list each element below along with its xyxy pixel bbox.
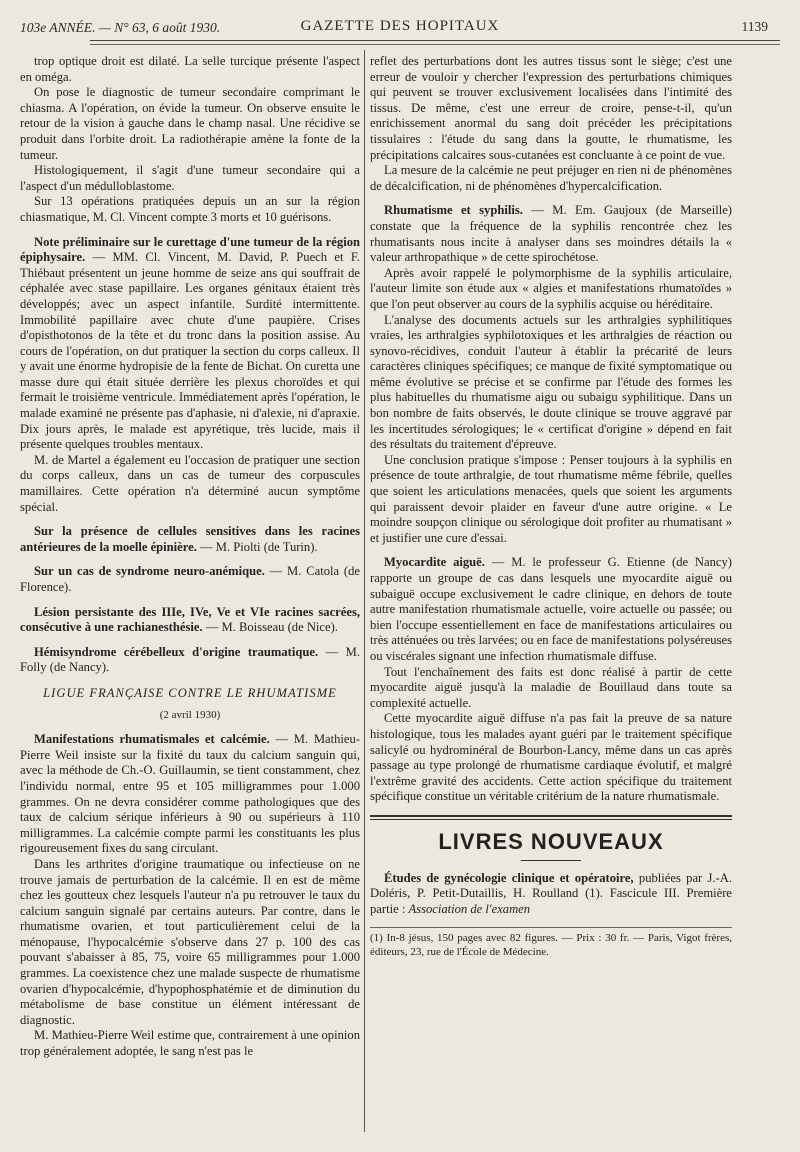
syndrome-text: — M. Catola (de Florence). — [20, 564, 360, 594]
etudes-paragraph — [370, 871, 732, 918]
journal-title: GAZETTE DES HOPITAUX — [300, 18, 500, 34]
footnote: (1) In-8 jésus, 150 pages avec 82 figures. — Prix : 30 fr. — Paris, Vigot frères, éditeurs, 23, rue de l'École de Médecine. — [370, 927, 732, 959]
page-header — [20, 14, 780, 40]
paragraph: Une conclusion pratique s'impose : Penser toujours à la syphilis en présence de toute arthralgie, de tout rhumatisme même fébrile, quelles que soient les articulations menacées, quels que soient les arguments qui paraissent devoir plaider en faveur d'une autre origine. « Le moindre soupçon clinique ou sérologique doit profiter au rhumatisant » et justifier une cure d'essai. — [370, 452, 732, 545]
paragraph: Dans les arthrites d'origine traumatique ou infectieuse on ne trouve jamais de perturbation de la calcémie. Il en est de même chez les goutteux chez lesquels l'auteur n'a pu retrouver le taux du calcium sanguin signalé par certains auteurs. Par contre, dans le rhumatisme ovarien, et tout particulièrement celui de la ménopause, l'hypocalcémie s'observe dans 27 p. 100 des cas pouvant s'abaisser à 85, 75, voire 65 milligrammes pour 1.000 grammes. La coexistence chez une malade suspecte de rhumatisme ovarien d'hypocalcémie, d'hypophosphatémie et de diminution du métabolisme de base constitue un élément intéressant de diagnostic. — [20, 856, 360, 1027]
header-rule — [90, 40, 780, 41]
column-divider — [364, 50, 365, 1132]
myo-paragraph — [370, 555, 732, 664]
lesion-text: — M. Boisseau (de Nice). — [202, 620, 338, 635]
paragraph: La mesure de la calcémie ne peut préjuger en rien ni de phénomènes de décalcification, ni de phénomènes d'hypercalcification. — [370, 163, 732, 193]
paragraph: L'analyse des documents actuels sur les arthralgies syphilitiques vraies, les arthralgies syphilotoxiques et les arthralgies de réaction ou synovo-récidives, conduit l'auteur à établir la précarité de leurs caractères cliniques spécifiques; ce manque de fixité symptomatique ou même évolutive se précise et se confirme par l'étude des formes les plus habituelles du rhumatisme aigu ou subaigu syphilitique. Dans un bon nombre de faits observés, le doute clinique se trouve aggravé par les incertitudes sérologiques; le « certificat d'origine » dépend en fait des résultats du traitement d'épreuve. — [370, 312, 732, 452]
hemi-paragraph — [20, 645, 360, 676]
etudes-italic: Association de l'examen — [408, 901, 531, 916]
page-number: 1139 — [741, 19, 768, 34]
lesion-title: Lésion persistante des IIIe, IVe, Ve et VIe racines sacrées, consécutive à une rachianesthésie. — [20, 604, 360, 635]
rhum-title: Rhumatisme et syphilis. — [384, 203, 523, 218]
note-title: Note préliminaire sur le curettage d'une tumeur de la région épiphysaire. — [20, 234, 360, 265]
myo-title: Myocardite aiguë. — [384, 555, 485, 570]
cellules-text: — M. Piolti (de Turin). — [196, 539, 318, 554]
paragraph: M. de Martel a également eu l'occasion de pratiquer une section du corps calleux, dans un cas de tumeur des corpuscules mamillaires. Cette opération n'a déterminé aucun symptôme spécial. — [20, 452, 360, 514]
livres-title: LIVRES NOUVEAUX — [438, 828, 664, 854]
manif-paragraph — [20, 732, 360, 857]
title-rule — [521, 860, 581, 861]
paragraph: reflet des perturbations dont les autres tissus sont le siège; c'est une erreur de vouloir y chercher l'expression des perturbations chimiques qui peuvent se trouver exclusivement localisées dans l'intimité des tissus. De même, c'est une erreur de croire, pense-t-il, qu'un enrichissement anormal du sang doit précéder les précipitations tissulaires : l'étude du sang dans la goutte, le rhumatisme, les précipitations calcaires sous-cutanées est concluante à ce point de vue. — [370, 54, 732, 162]
paragraph: trop optique droit est dilaté. La selle turcique présente l'aspect en oméga. — [20, 54, 360, 84]
paragraph: M. Mathieu-Pierre Weil estime que, contrairement à une opinion trop généralement adoptée, le sang n'est pas le — [20, 1028, 360, 1059]
manif-text: — M. Mathieu-Pierre Weil insiste sur la fixité du taux du calcium sanguin qui, avec la méthode de Ch.-O. Guillaumin, se tient constamment, chez l'individu normal, entre 95 et 105 milligrammes pour 1.000 grammes. On ne devra considérer comme pathologiques que des taux de calcium sérique inférieurs à 90 ou supérieurs à 110 milligrammes. La calcémie compte parmi les constituants les plus rigoureusement fixes du sang circulant. — [20, 732, 360, 856]
paragraph: Cette myocardite aiguë diffuse n'a pas fait la preuve de sa nature histologique, tous les malades ayant guéri par le traitement spécifique salicylé ou hydrominéral de Bourbon-Lancy, même dans un cas après passage au type prolongé de rhumatisme cardiaque évolutif, et malgré l'extrême gravité des accidents. Cette action spécifique du traitement spécifique constitue un véritable critérium de la nature rhumatismale. — [370, 711, 732, 804]
myo-text: — M. le professeur G. Etienne (de Nancy) rapporte un groupe de cas dans lesquels une myocardite aiguë ou subaiguë occupe exclusivement le cadre clinique, en dehors de toute autre manifestation rhumatismale actuelle, voire actuelle ou passée; ou bien l'occupe essentiellement en face de manifestations articulaires ou très atténuées ou très larvées; ou en face de manifestations polyséreuses ou viscérales signant une infection rhumatismale diffuse. — [370, 555, 732, 663]
paragraph: Tout l'enchaînement des faits est donc réalisé à partir de cette myocardite aiguë jusqu'à la maladie de Bouillaud dans toute sa complexité actuelle. — [370, 664, 732, 710]
section-rule — [370, 815, 732, 820]
header-rule-2 — [90, 44, 780, 45]
syndrome-title: Sur un cas de syndrome neuro-anémique. — [34, 564, 265, 579]
cellules-title: Sur la présence de cellules sensitives dans les racines antérieures de la moelle épinière. — [20, 524, 360, 554]
manif-title: Manifestations rhumatismales et calcémie. — [34, 732, 270, 747]
note-text: — MM. Cl. Vincent, M. David, P. Puech et F. Thiébaut présentent un jeune homme de seize ans qui souffrait de céphalée avec stase papillaire. Les organes génitaux étaient très développés; avec un aspect infantile. Surdité intermittente. Immobilité papillaire avec chute d'une paupière. Crises d'opisthotonos de la tête et du tronc dans la position assise. Au cours de l'opération, on dut pratiquer la section du corps calleux. Il y avait une énorme hydropisie de la fente de Bichat. On curetta une masse dure qui était située derrière les plexus choroïdes et qui fermait le troisième ventricule. Immédiatement après l'opération, le malade examiné ne présente pas d'aphasie, ni d'alexie, ni d'apraxie. Dix jours après, le malade est apyrétique, très lucide, mais il présente quelques troubles mentaux. — [20, 250, 360, 452]
hemi-text: — M. Folly (de Nancy). — [20, 644, 360, 675]
note-paragraph — [20, 235, 360, 453]
paragraph: Histologiquement, il s'agit d'une tumeur secondaire qui a l'aspect d'un médulloblastome. — [20, 163, 360, 193]
issue-info: 103e ANNÉE. — N° 63, 6 août 1930. — [20, 20, 221, 35]
rhum-text: — M. Em. Gaujoux (de Marseille) constate que la fréquence de la syphilis rencontrée chez les rhumatisants nous incite à analyser dans ses moindres détails la « valeur arthropathique » de cette spirochétose. — [370, 203, 733, 265]
left-column — [20, 54, 360, 1142]
paragraph: Après avoir rappelé le polymorphisme de la syphilis articulaire, l'auteur limite son étude aux « algies et manifestations rhumatoïdes » que l'on peut observer au cours de la syphilis acquise ou héréditaire. — [370, 265, 732, 311]
rhum-paragraph — [370, 203, 732, 265]
paragraph: On pose le diagnostic de tumeur secondaire comprimant le chiasma. A l'opération, on évide la tumeur. On observe ensuite le retour de la vision à gauche dans le champ nasal. Une récidive se produit dans l'orbite droit. La radiothérapie amène la fonte de la tumeur. — [20, 85, 360, 162]
cellules-paragraph — [20, 524, 360, 555]
lesion-paragraph — [20, 605, 360, 636]
etudes-text: publiées par J.-A. Doléris, P. Petit-Dutaillis, H. Roulland (1). Fascicule III. Première partie : — [370, 870, 732, 916]
etudes-title: Études de gynécologie clinique et opératoire, — [384, 870, 634, 885]
right-column — [370, 54, 732, 1142]
paragraph: Sur 13 opérations pratiquées depuis un an sur la région chiasmatique, M. Cl. Vincent compte 3 morts et 10 guérisons. — [20, 194, 360, 224]
section-date: (2 avril 1930) — [159, 708, 221, 721]
section-title: LIGUE FRANÇAISE CONTRE LE RHUMATISME — [43, 685, 337, 700]
syndrome-paragraph — [20, 564, 360, 595]
hemi-title: Hémisyndrome cérébelleux d'origine traumatique. — [34, 644, 319, 659]
